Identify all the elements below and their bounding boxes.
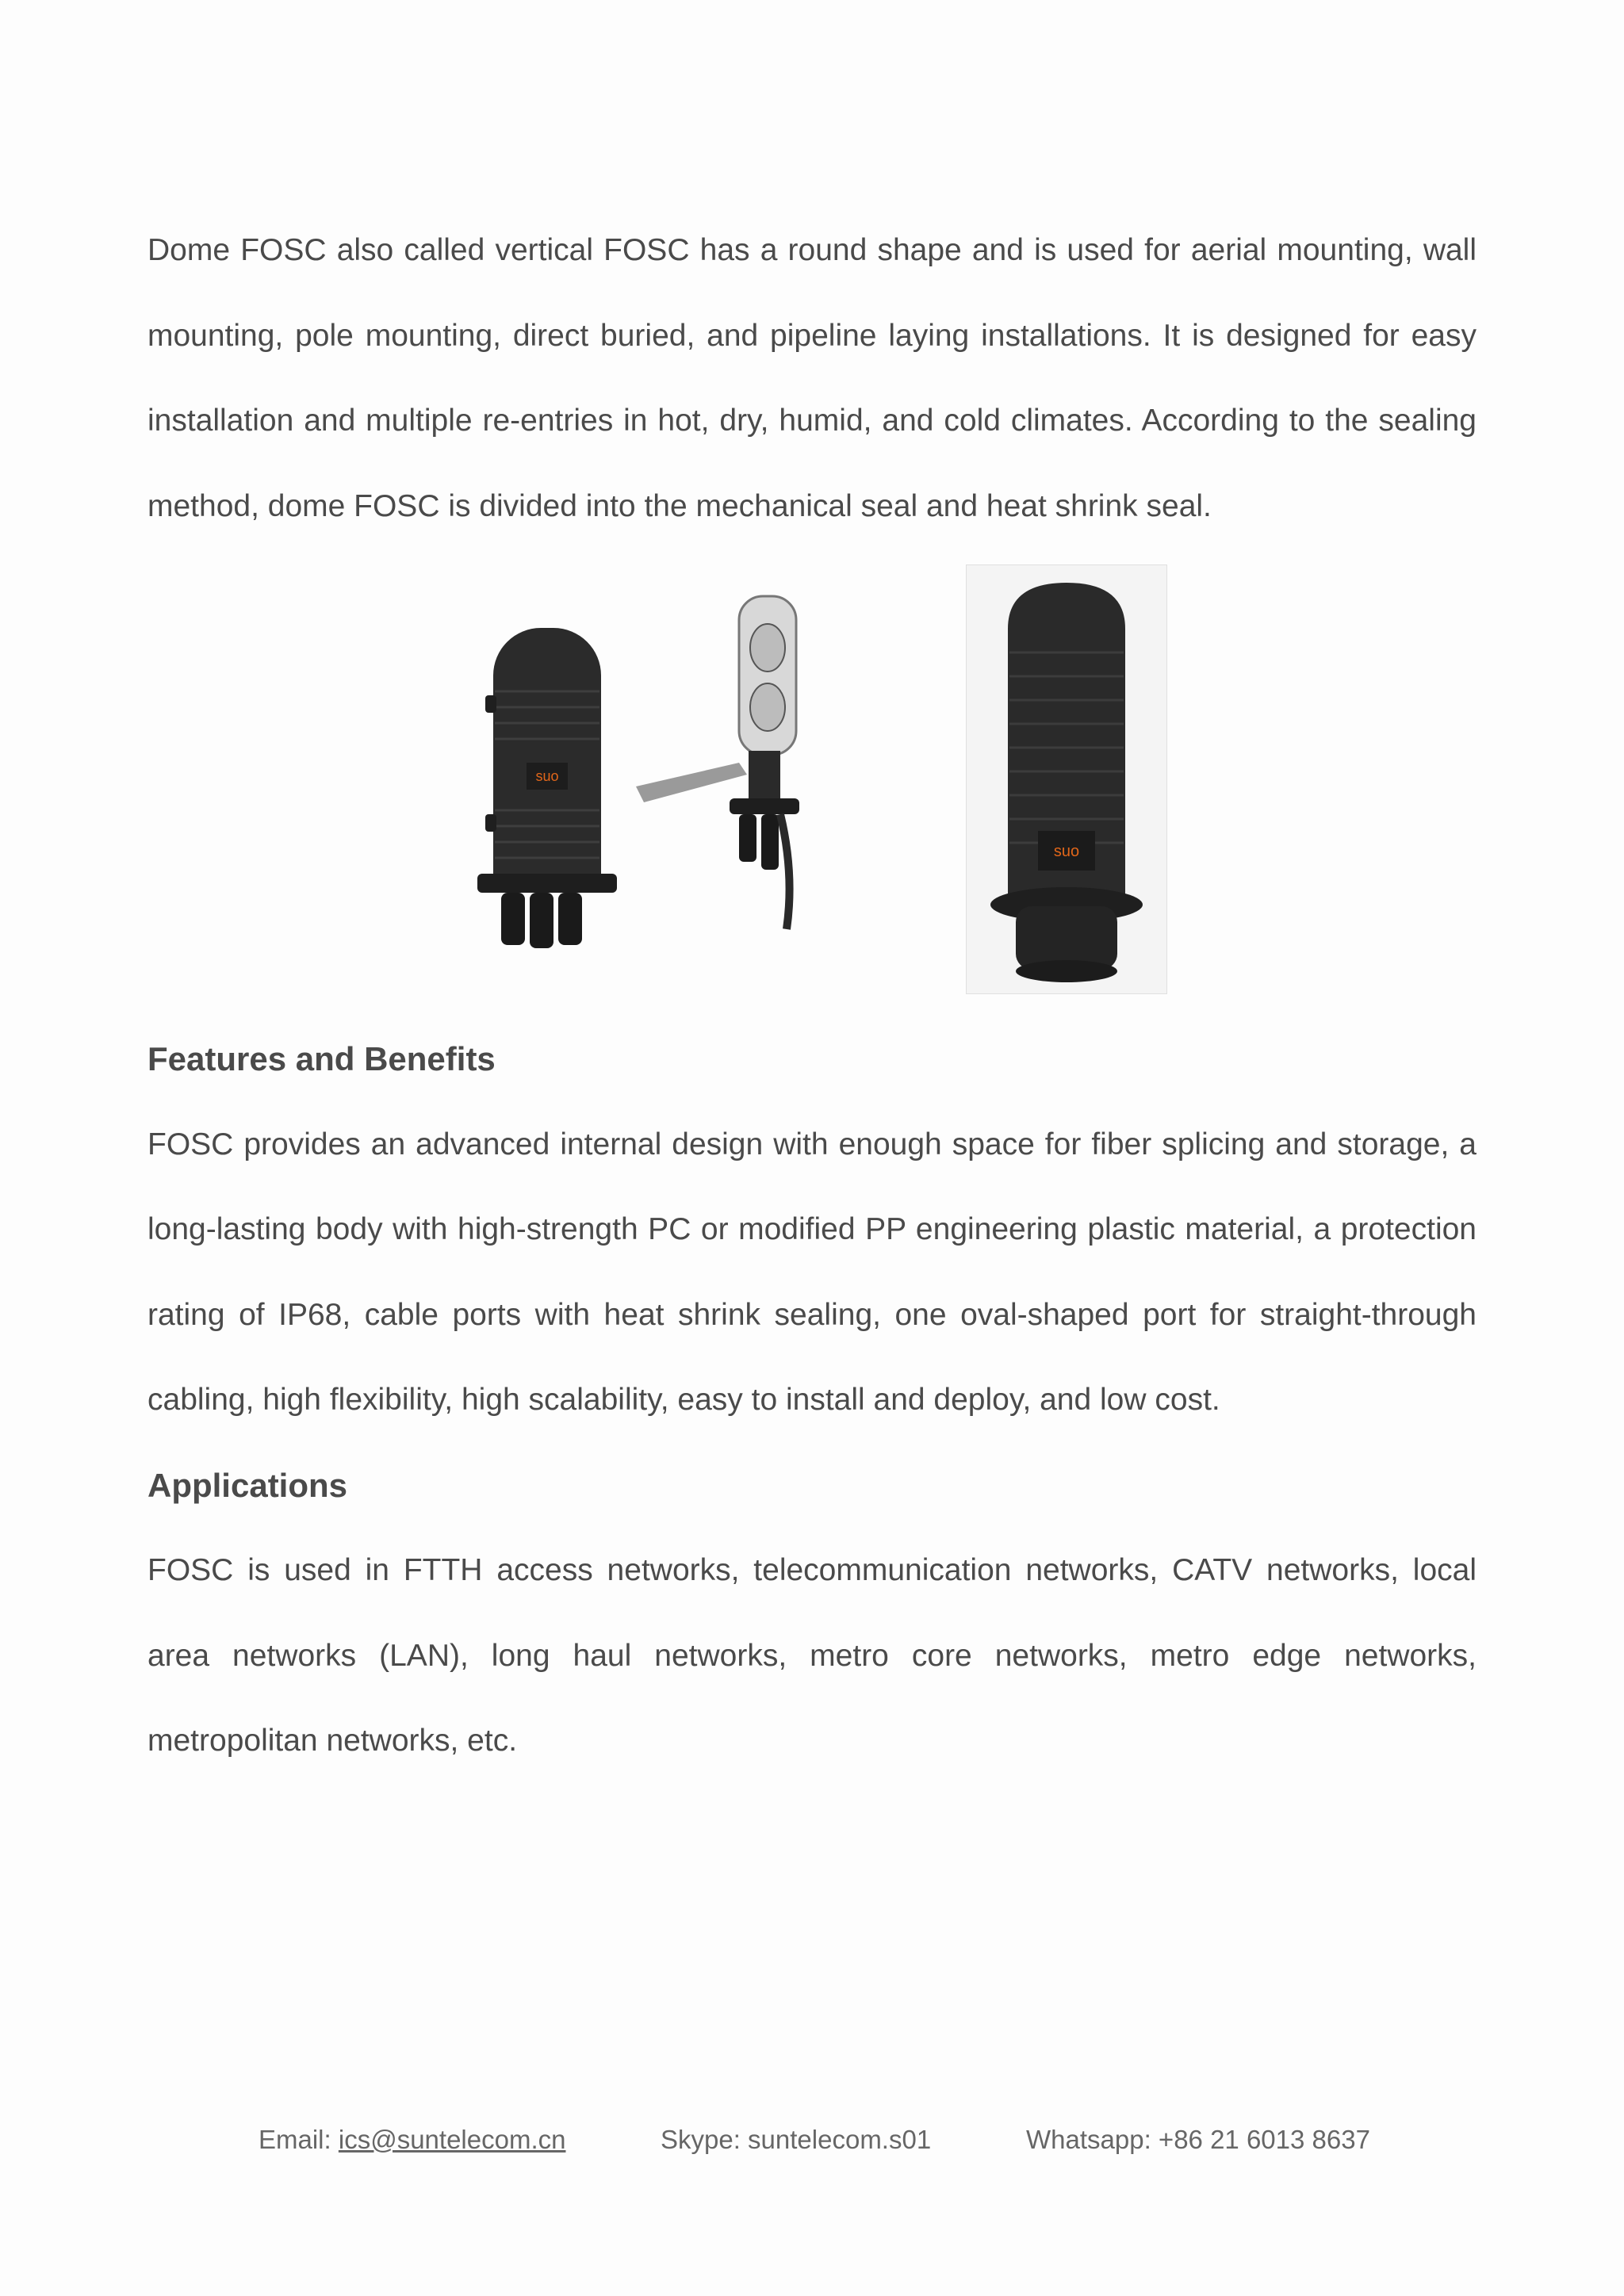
svg-text:suo: suo — [1053, 843, 1080, 860]
footer-email — [259, 2125, 565, 2155]
features-heading: Features and Benefits — [147, 1040, 496, 1077]
footer-skype: Skype: suntelecom.s01 — [661, 2125, 932, 2154]
product-images — [147, 564, 1477, 1016]
email-link[interactable]: ics@suntelecom.cn — [338, 2125, 566, 2154]
email-label: Email: — [259, 2125, 339, 2154]
opened-closure-with-trays — [636, 596, 799, 929]
footer-whatsapp: Whatsapp: +86 21 6013 8637 — [1026, 2125, 1370, 2154]
tall-dome-closure-image — [966, 564, 1167, 994]
applications-paragraph: FOSC is used in FTTH access networks, telecommunication networks, CATV networks, local area networks (LAN), long haul networks, metro core networks, metro edge networks, metropolitan networks, etc. — [147, 1553, 1477, 1758]
dome-closure-open-and-closed-image — [454, 572, 858, 1001]
document-body — [147, 208, 1477, 1784]
svg-text:suo: suo — [535, 768, 559, 784]
applications-heading: Applications — [147, 1466, 348, 1504]
intro-paragraph: Dome FOSC also called vertical FOSC has a round shape and is used for aerial mounting, wall mounting, pole mounting, direct buried, and pipeline laying installations. It is designed for easy installation and multiple re-entries in hot, dry, humid, and cold climates. According to the sealing method, dome FOSC is divided into the mechanical seal and heat shrink seal. — [147, 233, 1477, 523]
features-paragraph: FOSC provides an advanced internal design with enough space for fiber splicing and storage, a long-lasting body with high-strength PC or modified PP engineering plastic material, a protection rating of IP68, cable ports with heat shrink sealing, one oval-shaped port for straight-through cabling, high flexibility, high scalability, easy to install and deploy, and low cost. — [147, 1127, 1477, 1417]
closed-dome-closure — [477, 628, 617, 948]
